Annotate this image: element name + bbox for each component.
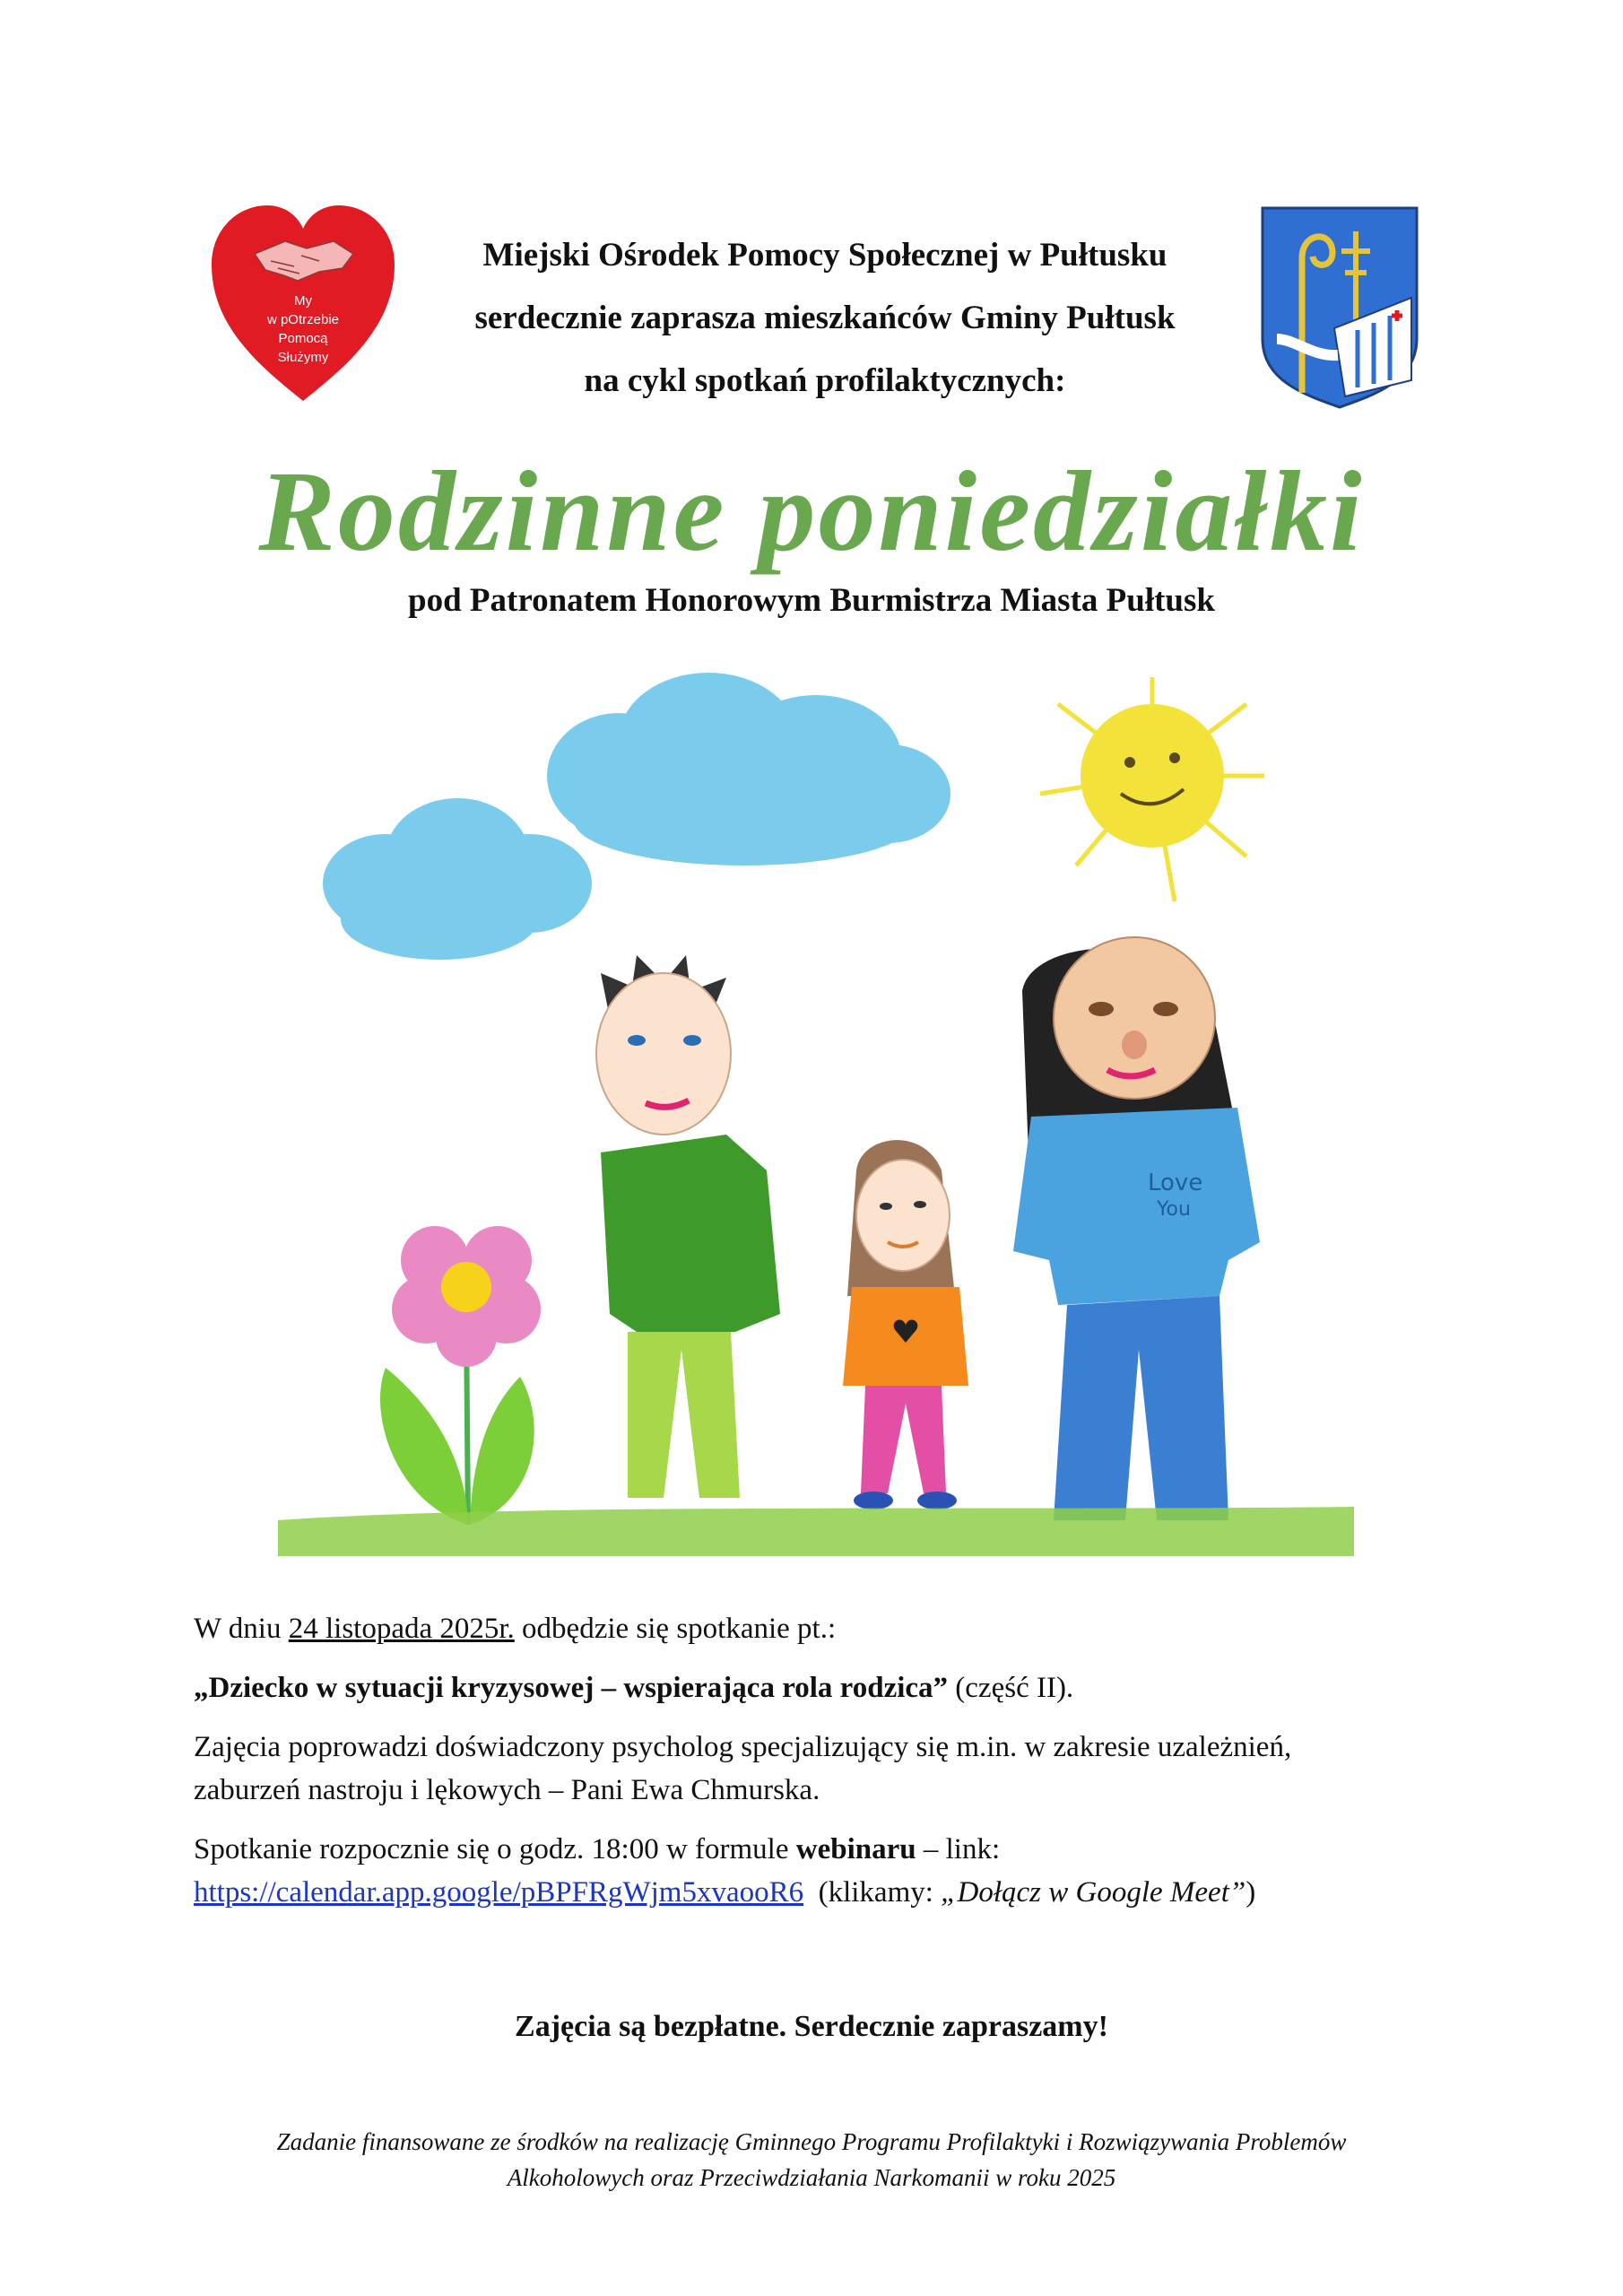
event-date-paragraph (194, 1607, 1449, 1650)
speaker-paragraph (194, 1726, 1449, 1812)
p4-before: Spotkanie rozpocznie się o godz. 18:00 w formule (194, 1833, 796, 1866)
heart-text-line: Pomocą (278, 331, 328, 346)
header-line-2: serdecznie zaprasza mieszkańców Gminy Pułtusk (474, 300, 1176, 336)
cloud-icon (323, 798, 592, 960)
heart-text-line: w pOtrzebie (266, 312, 340, 327)
link-suffix-after: ) (1245, 1876, 1256, 1909)
coat-of-arms-icon (1259, 204, 1420, 411)
p4-after: – link: (916, 1833, 1001, 1866)
p2-after: (część II). (948, 1672, 1074, 1704)
event-title-paragraph (194, 1666, 1449, 1709)
heart-text-line: Służymy (277, 350, 329, 365)
page-title: Rodzinne poniedziałki (258, 448, 1365, 575)
event-title: „Dziecko w sytuacji kryzysowej – wspierająca rola rodzica” (194, 1672, 949, 1704)
father-figure (596, 955, 780, 1498)
shirt-text-you: You (1157, 1198, 1191, 1221)
header-line-3: na cykl spotkań profilaktycznych: (584, 362, 1066, 399)
p1-before: W dniu (194, 1613, 289, 1645)
funding-footer (179, 2124, 1444, 2196)
heart-text-line: My (294, 293, 312, 309)
webinar-paragraph (194, 1828, 1449, 1914)
speaker-line-2: zaburzeń nastroju i lękowych – Pani Ewa Chmurska. (194, 1774, 820, 1806)
heart-handshake-logo (208, 202, 398, 406)
shirt-text-love: Love (1148, 1170, 1203, 1196)
child-figure (843, 1140, 968, 1509)
grass-strip (278, 1507, 1354, 1556)
p1-after: odbędzie się spotkanie pt.: (514, 1613, 837, 1645)
webinar-word: webinaru (795, 1833, 916, 1866)
flower-icon (380, 1226, 541, 1525)
speaker-line-1: Zajęcia poprowadzi doświadczony psycholog specjalizujący się m.in. w zakresie uzależnień, (194, 1731, 1292, 1763)
join-google-meet-text: „Dołącz w Google Meet” (941, 1876, 1246, 1909)
sun-icon (1040, 677, 1264, 901)
footer-line-2: Alkoholowych oraz Przeciwdziałania Narkomanii w roku 2025 (507, 2164, 1116, 2191)
event-date: 24 listopada 2025r. (288, 1613, 515, 1645)
page-subtitle: pod Patronatem Honorowym Burmistrza Miasta Pułtusk (408, 582, 1215, 619)
header-block (395, 224, 1255, 413)
header-line-1: Miejski Ośrodek Pomocy Społecznej w Pułtusku (482, 237, 1167, 274)
coat-of-arms-logo (1259, 204, 1420, 411)
mother-figure (1013, 937, 1260, 1520)
link-suffix-before: (klikamy: (803, 1876, 942, 1909)
webinar-link[interactable]: https://calendar.app.google/pBPFRgWjm5xvaooR6 (194, 1876, 804, 1909)
event-description (194, 1607, 1449, 1914)
cloud-icon (547, 673, 950, 865)
closing-line: Zajęcia są bezpłatne. Serdecznie zapraszamy! (515, 2010, 1108, 2043)
footer-line-1: Zadanie finansowane ze środków na realizację Gminnego Programu Profilaktyki i Rozwiązywania Problemów (276, 2128, 1347, 2155)
family-drawing-illustration (278, 668, 1354, 1556)
